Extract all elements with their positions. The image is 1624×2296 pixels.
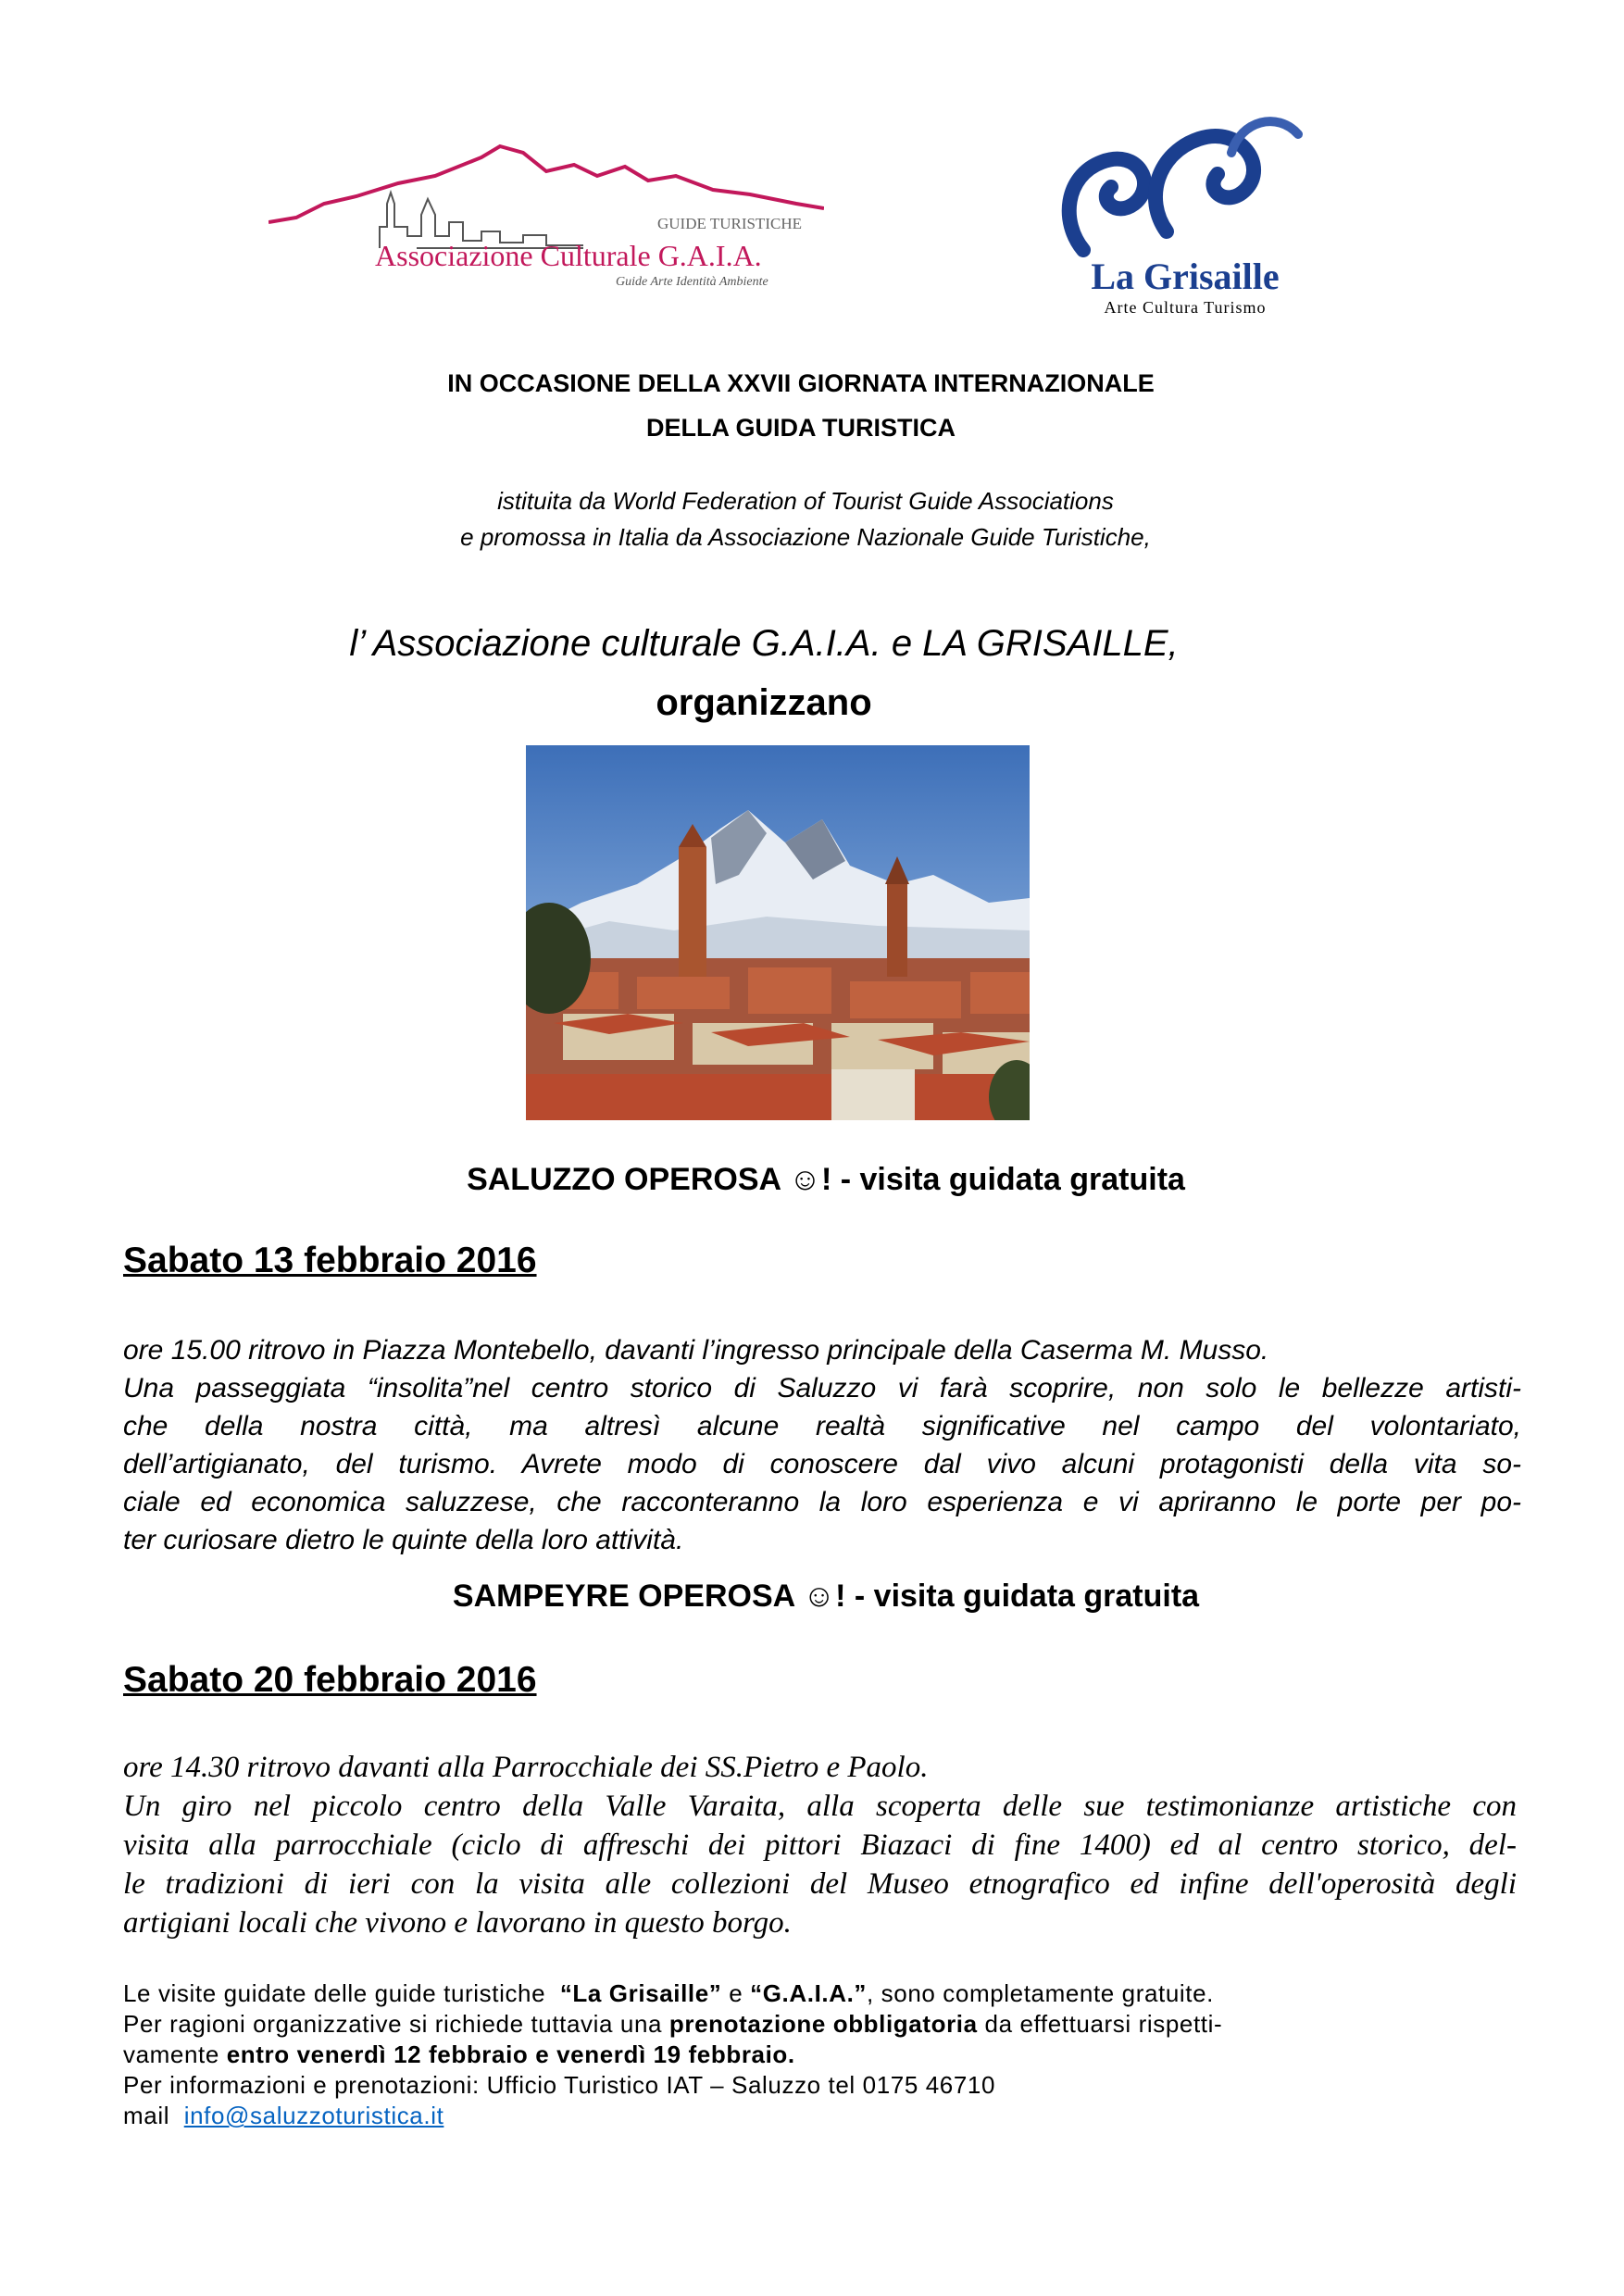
gaia-logo-tagline: Guide Arte Identità Ambiente (616, 275, 768, 289)
event2-line-4: le tradizioni di ieri con la visita alle collezioni del Museo etnografico ed infine dell'operosità degli (123, 1867, 1517, 1901)
grisaille-swirl-icon (1056, 102, 1315, 259)
footer-booking-required: prenotazione obbligatoria (668, 2010, 978, 2038)
event2-date: Sabato 20 febbraio 2016 (123, 1660, 537, 1700)
event2-description (123, 1748, 1517, 1942)
footer-line-1-end: , sono completamente gratuite. (867, 1979, 1215, 2007)
saluzzo-photo (526, 745, 1030, 1120)
footer-info (123, 1978, 1512, 2131)
event2-title: SAMPEYRE OPEROSA ☺! - visita guidata gratuita (452, 1578, 1200, 1614)
organizers-heading (0, 614, 1528, 732)
grisaille-logo (1056, 102, 1315, 324)
intro-heading-line1: IN OCCASIONE DELLA XXVII GIORNATA INTERNAZIONALE (447, 369, 1155, 397)
intro-heading (0, 361, 1602, 450)
footer-line-3 (123, 2040, 1512, 2070)
footer-line-2 (123, 2009, 1512, 2040)
footer-gaia-name: “G.A.I.A.” (750, 1979, 868, 2007)
event2-line-1: ore 14.30 ritrovo davanti alla Parrocchiale dei SS.Pietro e Paolo. (123, 1751, 929, 1784)
event1-line-5: ciale ed economica saluzzese, che racconteranno la loro esperienza e vi apriranno le porte per po- (123, 1487, 1521, 1517)
footer-line-2-text: Per ragioni organizzative si richiede tuttavia una (123, 2010, 669, 2038)
intro-subtitle (0, 483, 1611, 555)
gaia-skyline-icon (269, 139, 824, 250)
footer-line-5 (123, 2101, 1512, 2131)
footer-line-1-text: Le visite guidate delle guide turistiche (123, 1979, 560, 2007)
footer-mail-label: mail (123, 2102, 184, 2129)
intro-subtitle-line1: istituita da World Federation of Tourist Guide Associations (497, 487, 1114, 515)
gaia-logo (269, 139, 824, 301)
event1-line-1: ore 15.00 ritrovo in Piazza Montebello, davanti l’ingresso principale della Caserma M. Musso. (123, 1335, 1269, 1366)
event2-line-3: visita alla parrocchiale (ciclo di affreschi dei pittori Biazaci di fine 1400) ed al centro storico, del- (123, 1828, 1517, 1862)
footer-line-4: Per informazioni e prenotazioni: Ufficio Turistico IAT – Saluzzo tel 0175 46710 (123, 2071, 995, 2099)
gaia-logo-line1: GUIDE TURISTICHE (657, 215, 802, 232)
event2-line-5: artigiani locali che vivono e lavorano in questo borgo. (123, 1906, 792, 1940)
grisaille-logo-name: La Grisaille (1091, 256, 1280, 297)
email-link[interactable]: info@saluzzoturistica.it (183, 2102, 444, 2129)
organizers-line1: l’ Associazione culturale G.A.I.A. e LA GRISAILLE, (349, 623, 1179, 664)
footer-line-1 (123, 1978, 1512, 2009)
event1-description (123, 1331, 1521, 1559)
intro-subtitle-line2: e promossa in Italia da Associazione Nazionale Guide Turistiche, (460, 523, 1151, 551)
gaia-logo-name: Associazione Culturale G.A.I.A. (375, 239, 762, 272)
footer-line-2-end: da effettuarsi rispetti- (977, 2010, 1223, 2038)
intro-heading-line2: DELLA GUIDA TURISTICA (646, 414, 956, 442)
grisaille-logo-tagline: Arte Cultura Turismo (1104, 298, 1267, 317)
footer-grisaille-name: “La Grisaille” (559, 1979, 722, 2007)
footer-line-3-text: vamente (123, 2040, 227, 2068)
event1-line-3: che della nostra città, ma altresì alcune realtà significative nel campo del volontariato, (123, 1411, 1521, 1441)
event1-line-4: dell’artigianato, del turismo. Avrete modo di conoscere dal vivo alcuni protagonisti della vita so- (123, 1449, 1521, 1479)
event1-date: Sabato 13 febbraio 2016 (123, 1241, 537, 1280)
footer-deadlines: entro venerdì 12 febbraio e venerdì 19 febbraio. (226, 2040, 795, 2068)
event1-title: SALUZZO OPEROSA ☺! - visita guidata gratuita (467, 1162, 1185, 1197)
event1-line-6: ter curiosare dietro le quinte della loro attività. (123, 1525, 684, 1555)
organizers-line2: organizzano (656, 682, 872, 723)
event1-line-2: Una passeggiata “insolita”nel centro storico di Saluzzo vi farà scoprire, non solo le bellezze artisti- (123, 1373, 1521, 1404)
footer-line-1-and: e (721, 1979, 751, 2007)
event2-line-2: Un giro nel piccolo centro della Valle Varaita, alla scoperta delle sue testimonianze artistiche con (123, 1790, 1517, 1823)
